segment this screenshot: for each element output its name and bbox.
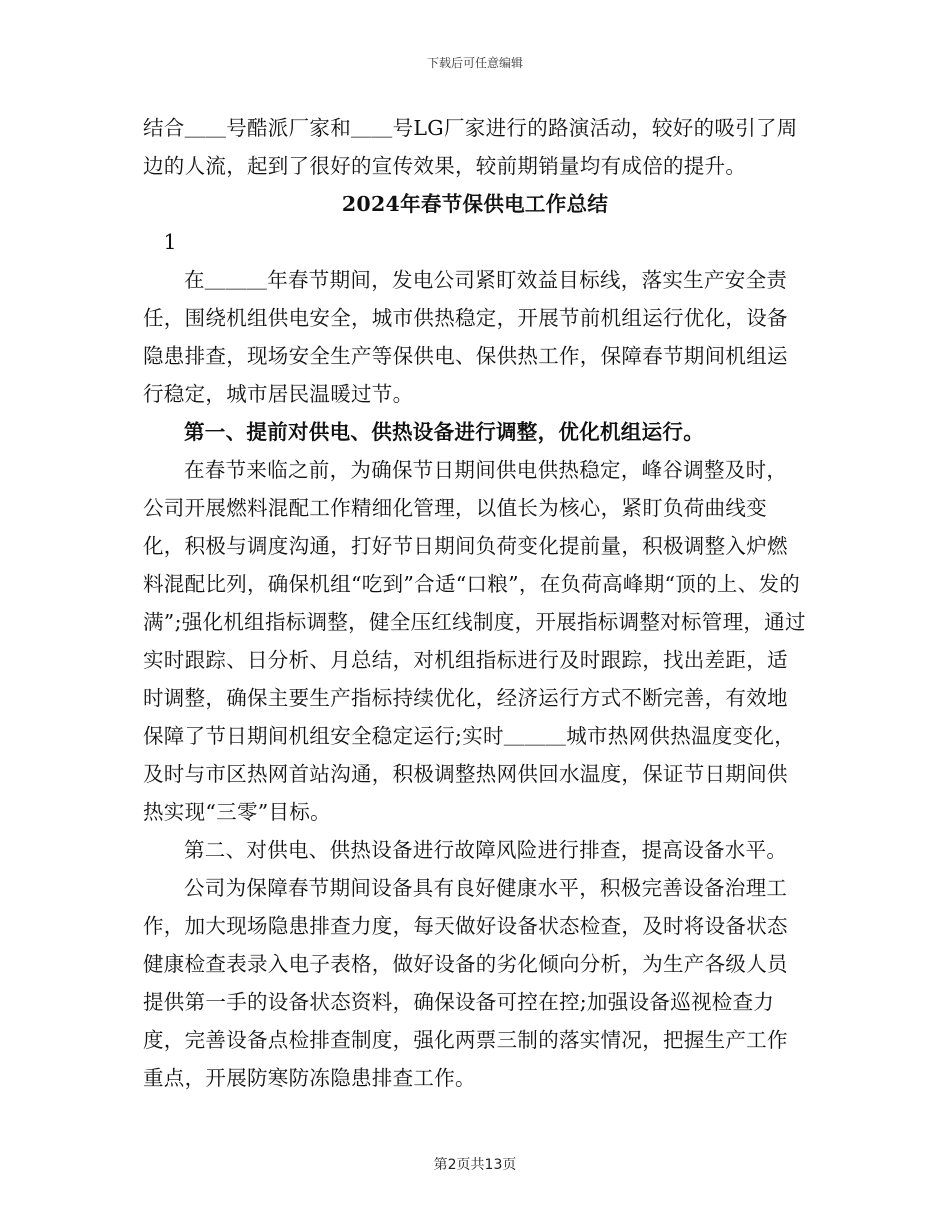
document-title: 2024年春节保供电工作总结 [341, 192, 609, 216]
section-number: 1 [163, 230, 177, 254]
intro-paragraph: 结合＿＿号酷派厂家和＿＿号LG厂家进行的路演活动，较好的吸引了周边的人流，起到了很好的宣传效果，较前期销量均有成倍的提升。 [143, 116, 798, 178]
paragraph-overview: 在＿＿＿年春节期间，发电公司紧盯效益目标线，落实生产安全责任，围绕机组供电安全，城市供热稳定，开展节前机组运行优化，设备隐患排查，现场安全生产等保供电、保供热工作，保障春节期间机组运行稳定，城市居民温暖过节。 [143, 268, 788, 406]
paragraph-first: 在春节来临之前，为确保节日期间供电供热稳定，峰谷调整及时，公司开展燃料混配工作精细化管理，以值长为核心，紧盯负荷曲线变化，积极与调度沟通，打好节日期间负荷变化提前量，积极调整入炉燃料混配比列，确保机组“吃到”合适“口粮”，在负荷高峰期“顶的上、发的满”;强化机组指标调整，健全压红线制度，开展指标调整对标管理，通过实时跟踪、日分析、月总结，对机组指标进行及时跟踪，找出差距，适时调整，确保主要生产指标持续优化，经济运行方式不断完善，有效地保障了节日期间机组安全稳定运行;实时＿＿＿城市热网供热温度变化，及时与市区热网首站沟通，积极调整热网供回水温度，保证节日期间供热实现“三零”目标。 [143, 458, 806, 824]
heading-second: 第二、对供电、供热设备进行故障风险进行排查，提高设备水平。 [184, 838, 788, 862]
paragraph-second: 公司为保障春节期间设备具有良好健康水平，积极完善设备治理工作，加大现场隐患排查力度，每天做好设备状态检查，及时将设备状态健康检查表录入电子表格，做好设备的劣化倾向分析，为生产各级人员提供第一手的设备状态资料，确保设备可控在控;加强设备巡视检查力度，完善设备点检排查制度，强化两票三制的落实情况，把握生产工作重点，开展防寒防冻隐患排查工作。 [143, 876, 788, 1090]
page-number: 第2页共13页 [433, 1157, 517, 1173]
document-body [143, 109, 807, 1097]
heading-first: 第一、提前对供电、供热设备进行调整，优化机组运行。 [184, 420, 704, 444]
page-header: 下载后可任意编辑 [426, 56, 523, 70]
